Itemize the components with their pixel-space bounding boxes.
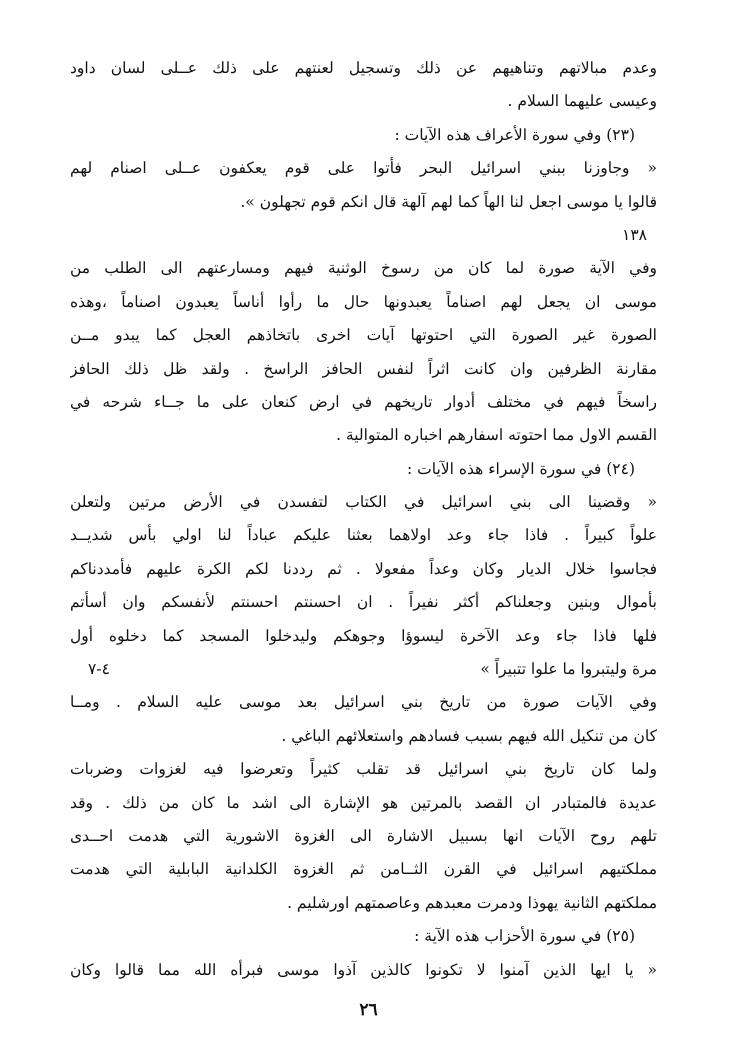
text-line: وفي الآية صورة لما كان من رسوخ الوثنية فيهم ومسارعتهم الى الطلب من: [70, 259, 657, 278]
quote-line: فجاسوا خلال الديار وكان وعداً مفعولا . ثم رددنا لكم الكرة عليهم فأمددناكم: [70, 559, 657, 578]
text-line: القسم الاول مما احتوته اسفارهم اخباره المتوالية .: [336, 426, 657, 445]
quote-line: بأموال وبنين وجعلناكم أكثر نفيراً . ان احسنتم احسنتم لأنفسكم وان أسأتم: [70, 593, 657, 612]
text-line: تلهم روح الآيات انها بسبيل الاشارة الى الغزوة الاشورية التي هدمت احــدى: [70, 826, 657, 845]
quote-line: « وقضينا الى بني اسرائيل في الكتاب لتفسدن في الأرض مرتين ولتعلن: [70, 493, 657, 512]
text-line: وعدم مبالاتهم وتناهيهم عن ذلك وتسجيل لعنتهم على ذلك عــلى لسان داود: [70, 59, 657, 77]
text-line: مقارنة الظرفين وان كانت اثراً لنفس الحافز الراسخ . ولقد ظل ذلك الحافز: [70, 359, 657, 378]
section-heading-24: (٢٤) في سورة الإسراء هذه الآيات :: [407, 459, 635, 478]
text-line: راسخاً فيهم في مختلف أدوار تاريخهم في ارض كنعان على ما جــاء شرحه في: [70, 392, 657, 411]
text-line: الصورة غير الصورة التي احتوتها آيات اخرى باتخاذهم العجل كما يبدو مــن: [70, 326, 657, 345]
text-line: وفي الآيات صورة من تاريخ بني اسرائيل بعد موسى عليه السلام . ومــا: [70, 693, 657, 712]
section-heading-25: (٢٥) في سورة الأحزاب هذه الآية :: [414, 927, 635, 946]
text-line: وعيسى عليهما السلام .: [507, 92, 657, 111]
text-line: مملكتهم الثانية يهوذا ودمرت معبدهم وعاصمتهم اورشليم .: [287, 893, 657, 912]
text-line: كان من تنكيل الله فيهم بسبب فسادهم واستعلائهم الباغي .: [281, 726, 657, 745]
body-text: [70, 52, 657, 987]
verse-number: ١٣٨: [622, 225, 647, 244]
quote-line: [70, 653, 657, 686]
page-number: ٢٦: [359, 1000, 378, 1020]
quote-line: قالوا يا موسى اجعل لنا الهاً كما لهم آلهة قال انكم قوم تجهلون ».: [240, 192, 657, 211]
verse-reference: ٤-٧: [88, 660, 110, 679]
quote-line: علواً كبيراً . فاذا جاء وعد اولاهما بعثنا عليكم عباداً لنا اولي بأس شديــد: [70, 526, 657, 545]
quote-line: « وجاوزنا ببني اسرائيل البحر فأتوا على قوم يعكفون عــلى اصنام لهم: [70, 159, 657, 178]
section-heading-23: (٢٣) وفي سورة الأعراف هذه الآيات :: [394, 125, 635, 144]
text-line: موسى ان يجعل لهم اصناماً يعبدونها حال ما رأوا أناساً يعبدون اصناماً ،وهذه: [70, 292, 657, 311]
quote-line: « يا ايها الذين آمنوا لا تكونوا كالذين آذوا موسى فبرأه الله مما قالوا وكان: [70, 960, 657, 979]
text-line: مملكتيهم اسرائيل في القرن الثــامن ثم الغزوة الكلدانية البابلية التي هدمت: [70, 860, 657, 879]
quote-line: فلها فاذا جاء وعد الآخرة ليسوؤا وجوهكم وليدخلوا المسجد كما دخلوه أول: [70, 626, 657, 645]
quote-line-text: مرة وليتبروا ما علوا تتبيراً »: [480, 660, 657, 679]
text-line: عديدة فالمتبادر ان القصد بالمرتين هو الإشارة الى اشد ما كان من ذلك . وقد: [70, 793, 657, 812]
text-line: ولما كان تاريخ بني اسرائيل قد تقلب كثيراً وتعرضوا فيه لغزوات وضربات: [70, 760, 657, 779]
